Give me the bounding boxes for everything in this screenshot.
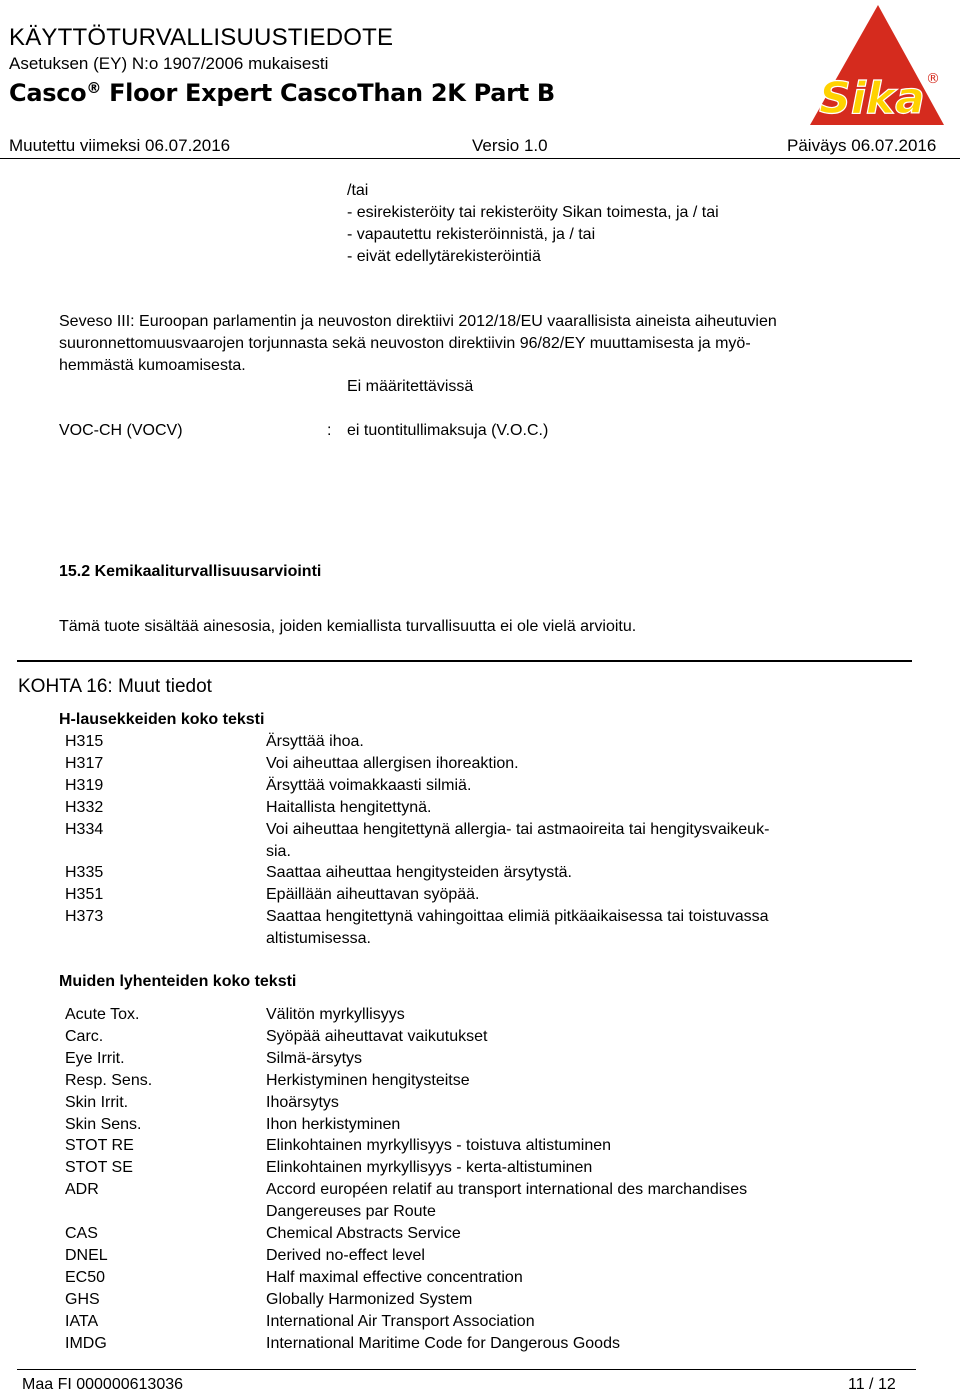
section-15-2-text: Tämä tuote sisältää ainesosia, joiden kemiallista turvallisuutta ei ole vielä arvioitu. (59, 618, 637, 635)
code-5: Skin Sens. (65, 1115, 142, 1133)
code-7: H373 (65, 908, 104, 926)
seveso-text: hemmästä kumoamisesta. (59, 357, 246, 374)
seveso-text: Seveso III: Euroopan parlamentin ja neuvoston direktiivi 2012/18/EU vaarallisista aineista aiheutuvien (59, 313, 777, 330)
code-4: Skin Irrit. (65, 1093, 129, 1111)
document-title: KÄYTTÖTURVALLISUUSTIEDOTE (9, 24, 394, 51)
code-10: DNEL (65, 1246, 108, 1264)
description-6-0: Epäillään aiheuttavan syöpää. (266, 886, 480, 904)
code-14: IMDG (65, 1334, 107, 1352)
h-statements-heading: H-lausekkeiden koko teksti (59, 711, 265, 728)
document-subtitle: Asetuksen (EY) N:o 1907/2006 mukaisesti (9, 54, 329, 73)
logo-text: Sika (819, 73, 925, 124)
code-2: H319 (65, 776, 104, 794)
seveso-text: suuronnettomuusvaarojen torjunnasta sekä neuvoston direktiivin 96/82/EY muuttamisesta ja myö- (59, 335, 751, 352)
code-8: ADR (65, 1181, 99, 1199)
footer-rule (17, 1369, 916, 1370)
section-15-2-heading: 15.2 Kemikaaliturvallisuusarviointi (59, 563, 322, 580)
description-1-0: Syöpää aiheuttavat vaikutukset (266, 1027, 488, 1045)
description-3-0: Haitallista hengitettynä. (266, 798, 432, 816)
voc-label: VOC-CH (VOCV) (59, 422, 183, 439)
description-8-0: Accord européen relatif au transport international des marchandises (266, 1181, 748, 1199)
description-4-1: sia. (266, 842, 291, 860)
code-5: H335 (65, 864, 104, 882)
description-6-0: Elinkohtainen myrkyllisyys - toistuva altistuminen (266, 1137, 612, 1155)
registration-line: - eivät edellytärekisteröintiä (347, 248, 541, 265)
code-12: GHS (65, 1290, 100, 1308)
description-10-0: Derived no-effect level (266, 1246, 425, 1264)
description-11-0: Half maximal effective concentration (266, 1268, 523, 1286)
code-7: STOT SE (65, 1159, 133, 1177)
version: Versio 1.0 (472, 136, 548, 155)
abbreviations-heading: Muiden lyhenteiden koko teksti (59, 973, 297, 990)
code-13: IATA (65, 1312, 99, 1330)
code-2: Eye Irrit. (65, 1049, 125, 1067)
section-16-heading: KOHTA 16: Muut tiedot (18, 676, 212, 697)
code-6: H351 (65, 886, 104, 904)
description-4-0: Voi aiheuttaa hengitettynä allergia- tai astmaoireita tai hengitysvaikeuk- (266, 820, 770, 838)
code-3: H332 (65, 798, 104, 816)
sika-logo (806, 3, 946, 127)
description-2-0: Ärsyttää voimakkaasti silmiä. (266, 776, 472, 794)
footer-document-id: Maa FI 000000613036 (22, 1376, 184, 1393)
code-3: Resp. Sens. (65, 1071, 153, 1089)
description-7-0: Saattaa hengitettynä vahingoittaa elimiä pitkäaikaisessa tai toistuvassa (266, 908, 769, 926)
product-name (9, 79, 555, 107)
registration-line: - esirekisteröity tai rekisteröity Sikan toimesta, ja / tai (347, 204, 719, 221)
description-5-0: Ihon herkistyminen (266, 1115, 401, 1133)
code-0: H315 (65, 733, 104, 750)
description-4-0: Ihoärsytys (266, 1093, 339, 1111)
description-9-0: Chemical Abstracts Service (266, 1225, 461, 1242)
code-6: STOT RE (65, 1137, 134, 1155)
logo-registered-mark: ® (926, 71, 940, 87)
registration-line: /tai (347, 182, 369, 199)
description-2-0: Silmä-ärsytys (266, 1049, 363, 1067)
code-1: H317 (65, 754, 104, 772)
description-8-1: Dangereuses par Route (266, 1203, 436, 1221)
code-9: CAS (65, 1225, 98, 1242)
description-13-0: International Air Transport Association (266, 1312, 535, 1330)
code-1: Carc. (65, 1027, 104, 1045)
description-7-1: altistumisessa. (266, 930, 371, 948)
voc-separator: : (327, 422, 332, 439)
description-5-0: Saattaa aiheuttaa hengitysteiden ärsytystä. (266, 864, 572, 882)
description-0-0: Ärsyttää ihoa. (266, 733, 364, 750)
code-0: Acute Tox. (65, 1006, 140, 1023)
issue-date: Päiväys 06.07.2016 (787, 136, 937, 155)
product-name-rest: Floor Expert CascoThan 2K Part B (101, 79, 555, 107)
seveso-value: Ei määritettävissä (347, 378, 474, 395)
description-12-0: Globally Harmonized System (266, 1290, 473, 1308)
registered-mark: ® (86, 79, 102, 97)
code-4: H334 (65, 820, 104, 838)
header-rule (0, 158, 960, 159)
description-0-0: Välitön myrkyllisyys (266, 1006, 405, 1023)
description-3-0: Herkistyminen hengitysteitse (266, 1071, 470, 1089)
description-14-0: International Maritime Code for Dangerous Goods (266, 1334, 620, 1352)
description-7-0: Elinkohtainen myrkyllisyys - kerta-altistuminen (266, 1159, 593, 1177)
footer-page-number: 11 / 12 (848, 1376, 896, 1393)
product-brand: Casco (9, 79, 87, 107)
section-16-rule (17, 660, 912, 662)
description-1-0: Voi aiheuttaa allergisen ihoreaktion. (266, 754, 519, 772)
last-modified: Muutettu viimeksi 06.07.2016 (9, 136, 231, 155)
code-11: EC50 (65, 1268, 106, 1286)
registration-line: - vapautettu rekisteröinnistä, ja / tai (347, 226, 596, 243)
voc-value: ei tuontitullimaksuja (V.O.C.) (347, 422, 549, 439)
